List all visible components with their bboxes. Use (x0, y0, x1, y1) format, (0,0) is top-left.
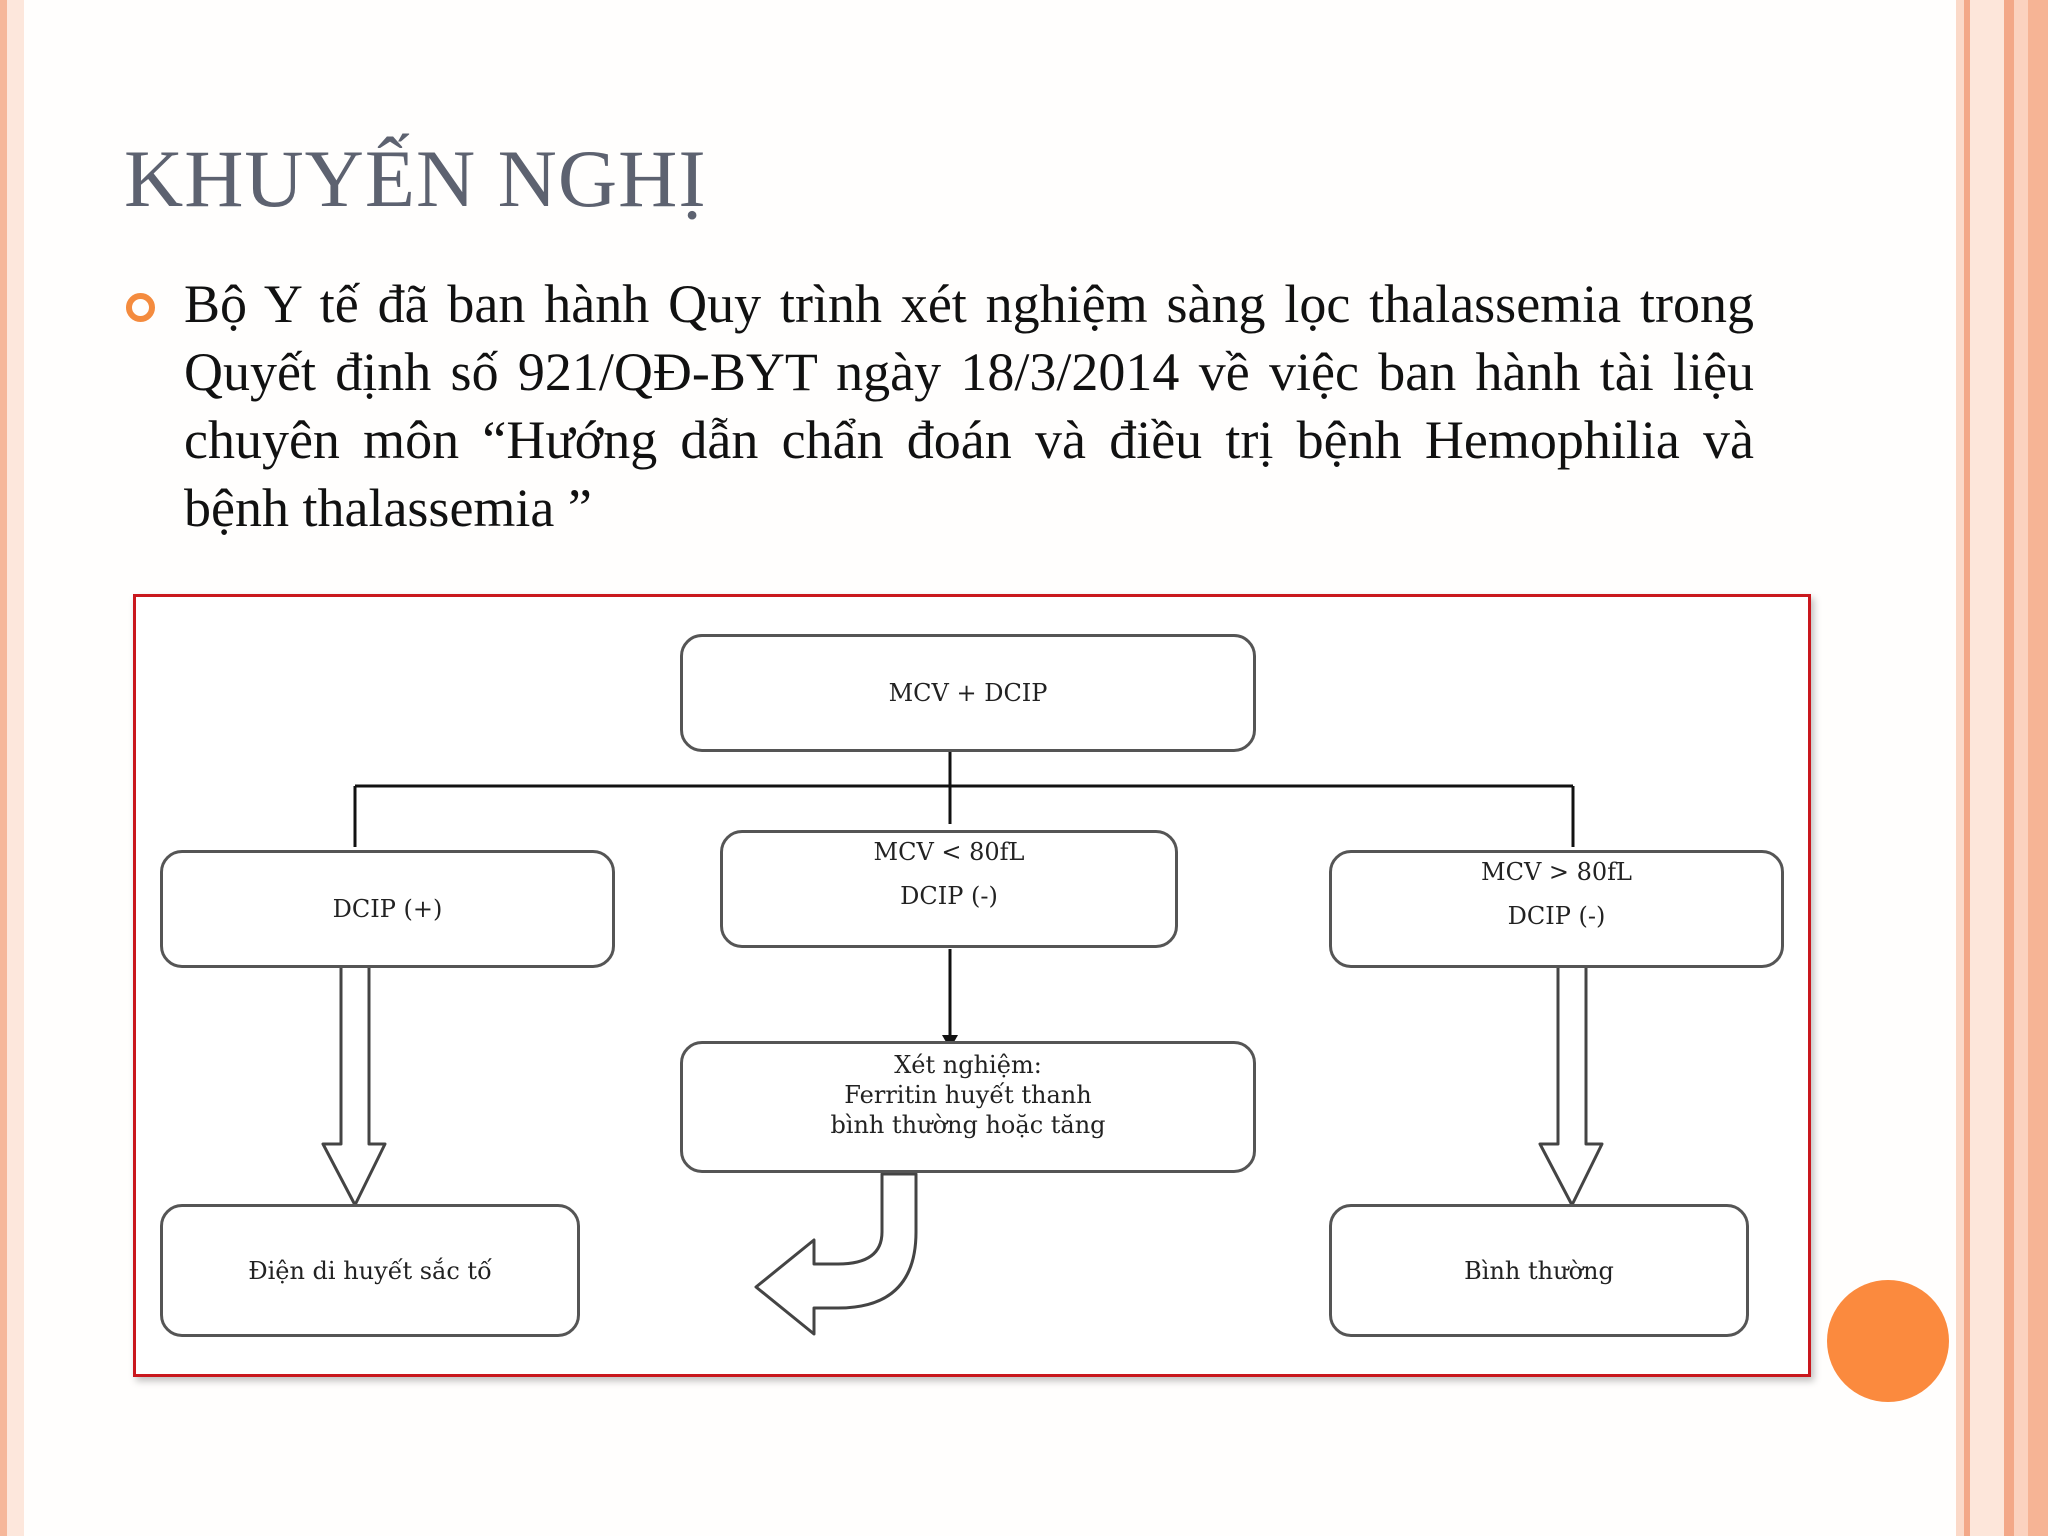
orange-circle-decoration (1827, 1280, 1949, 1402)
root-box (680, 634, 1256, 752)
mcv-high-dcip-label: DCIP (-) (1507, 902, 1606, 930)
dcip-positive-label: DCIP (+) (332, 895, 443, 923)
right-hollow-arrow (1540, 966, 1602, 1205)
normal-result-label: Bình thường (1464, 1256, 1614, 1285)
test-label-line1: Xét nghiệm: (894, 1051, 1042, 1079)
electrophoresis-box (160, 1204, 580, 1337)
mcv-high-box (1329, 850, 1784, 968)
bullet-text: Bộ Y tế đã ban hành Quy trình xét nghiệm sàng lọc thalassemia trong Quyết định số 921/QĐ-BYT ngày 18/3/2014 về việc ban hành tài liệu chuyên môn “Hướng dẫn chẩn đoán và điều trị bệnh Hemophilia và bệnh thalassemia ” (184, 274, 1754, 538)
dcip-positive-box (160, 850, 615, 968)
ferritin-test-box (680, 1041, 1256, 1173)
left-hollow-arrow (323, 966, 385, 1205)
curved-return-arrow (756, 1174, 916, 1334)
electrophoresis-label: Điện di huyết sắc tố (248, 1256, 492, 1285)
mcv-high-label: MCV > 80fL (1481, 858, 1632, 886)
slide-title: KHUYẾN NGHỊ (124, 133, 707, 224)
right-stripe-decoration (1956, 0, 2048, 1536)
mcv-low-dcip-label: DCIP (-) (900, 882, 998, 910)
test-label-line2: Ferritin huyết thanh (844, 1081, 1092, 1109)
mcv-low-label: MCV < 80fL (873, 838, 1025, 866)
flowchart-frame (133, 594, 1811, 1377)
bullet-circle-icon (126, 293, 155, 322)
mcv-low-box (720, 830, 1178, 948)
normal-result-box (1329, 1204, 1749, 1337)
test-label-line3: bình thường hoặc tăng (830, 1111, 1106, 1139)
left-edge-decoration (0, 0, 24, 1536)
root-label: MCV + DCIP (888, 679, 1048, 707)
